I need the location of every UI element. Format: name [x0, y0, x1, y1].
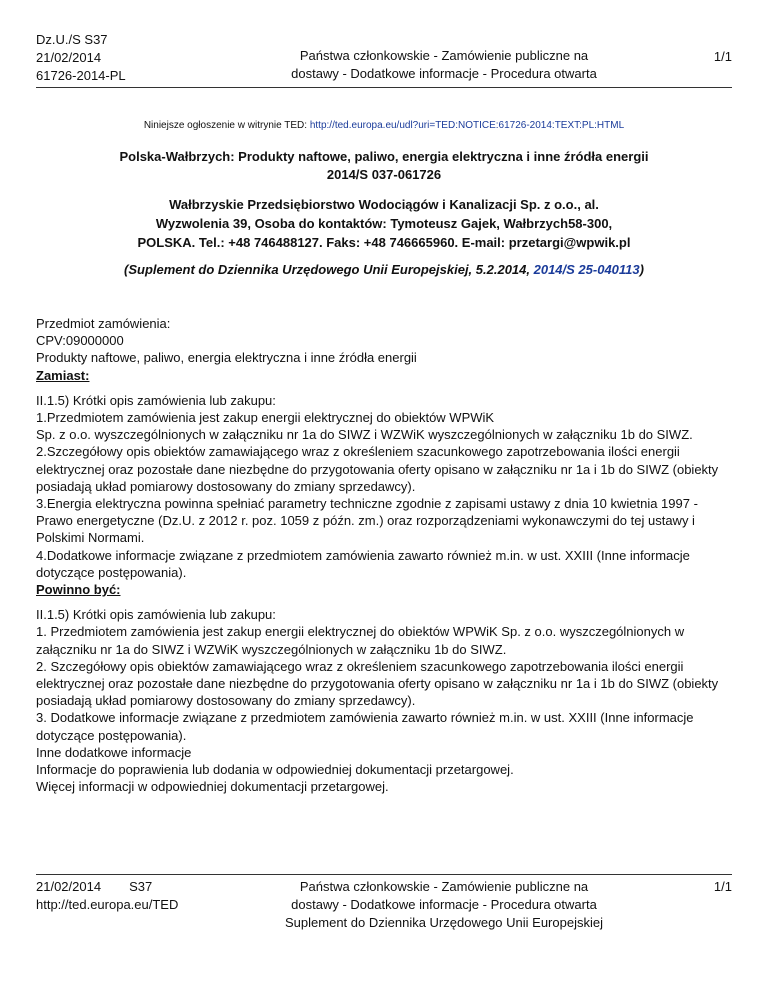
page-header: [36, 31, 732, 88]
doc-id: Dz.U./S S37: [36, 32, 108, 47]
instead-line: dotyczące postępowania).: [36, 564, 187, 580]
supplement-reference: [36, 262, 732, 277]
should-line: 2. Szczegółowy opis obiektów zamawiającego wraz z określeniem szacunkowego zapotrzebowania ilości energii: [36, 658, 684, 674]
should-label: Powinno być:: [36, 582, 121, 598]
supplement-prefix: (Suplement do Dziennika Urzędowego Unii Europejskiej, 5.2.2014,: [124, 262, 534, 277]
footer-meta: [36, 878, 178, 914]
instead-line: 3.Energia elektryczna powinna spełniać parametry techniczne zgodnie z zapisami ustawy z dnia 10 kwietnia 1997 -: [36, 496, 698, 512]
notice-title-line1: Polska-Wałbrzych: Produkty naftowe, paliwo, energia elektryczna i inne źródła energii: [119, 149, 649, 164]
header-title: [236, 47, 652, 83]
should-line: Inne dodatkowe informacje: [36, 744, 192, 760]
should-line: załączniku nr 1a do SIWZ i WZWiK wyszczególnionych w załączniku 1b do SIWZ.: [36, 641, 507, 657]
notice-number: 2014/S 037-061726: [326, 167, 442, 182]
header-title-line1: Państwa członkowskie - Zamówienie publiczne na: [299, 48, 589, 63]
page-footer: [36, 874, 732, 930]
ted-notice-label: Niniejsze ogłoszenie w witrynie TED:: [143, 120, 310, 131]
instead-line: Sp. z o.o. wyszczególnionych w załączniku nr 1a do SIWZ i WZWiK wyszczególnionych w załączniku 1b do SIWZ.: [36, 427, 693, 443]
header-date: 21/02/2014: [36, 50, 102, 65]
should-line: elektrycznej oraz pozostałe dane niezbędne do przygotowania oferty opisano w załączniku nr 1a i 1b do SIWZ (obiekty: [36, 676, 719, 692]
cpv-description: Produkty naftowe, paliwo, energia elektryczna i inne źródła energii: [36, 350, 417, 366]
instead-line: elektrycznej oraz pozostałe dane niezbędne do przygotowania oferty opisano w załączniku nr 1a i 1b do SIWZ (obiekty: [36, 461, 719, 477]
ted-notice-link[interactable]: http://ted.europa.eu/udl?uri=TED:NOTICE:61726-2014:TEXT:PL:HTML: [309, 120, 625, 131]
instead-label: Zamiast:: [36, 367, 90, 383]
org-line1: Wałbrzyskie Przedsiębiorstwo Wodociągów i Kanalizacji Sp. z o.o., al.: [169, 197, 599, 212]
footer-line1: Państwa członkowskie - Zamówienie publiczne na: [299, 879, 589, 894]
instead-line: Polskimi Normami.: [36, 530, 145, 546]
notice-ref: 61726-2014-PL: [36, 68, 126, 83]
instead-line: 2.Szczegółowy opis obiektów zamawiającego wraz z określeniem szacunkowego zapotrzebowania ilości energii: [36, 444, 680, 460]
subject-label: Przedmiot zamówienia:: [36, 316, 171, 331]
should-line: II.1.5) Krótki opis zamówienia lub zakupu:: [36, 607, 276, 623]
footer-line2: dostawy - Dodatkowe informacje - Procedura otwarta: [291, 897, 597, 912]
should-line: Więcej informacji w odpowiedniej dokumentacji przetargowej.: [36, 779, 389, 795]
instead-line: 1.Przedmiotem zamówienia jest zakup energii elektrycznej do obiektów WPWiK: [36, 410, 495, 426]
should-line: posiadają układ pomiarowy dostosowany do zmiany sprzedawcy).: [36, 693, 416, 709]
header-title-line2: dostawy - Dodatkowe informacje - Procedura otwarta: [291, 66, 597, 81]
notice-title: [60, 148, 708, 184]
should-line: 3. Dodatkowe informacje związane z przedmiotem zamówienia zawarto również m.in. w ust. XXIII (Inne informacje: [36, 710, 694, 726]
cpv-code: CPV:09000000: [36, 333, 124, 349]
supplement-suffix: ): [639, 262, 644, 277]
should-line: 1. Przedmiotem zamówienia jest zakup energii elektrycznej do obiektów WPWiK Sp. z o.o. wyszczególnionych w: [36, 624, 685, 640]
org-line2: Wyzwolenia 39, Osoba do kontaktów: Tymoteusz Gajek, Wałbrzych58-300,: [155, 216, 613, 231]
should-line: dotyczące postępowania).: [36, 727, 187, 743]
contracting-authority: [60, 195, 708, 252]
footer-line3: Suplement do Dziennika Urzędowego Unii Europejskiej: [285, 915, 603, 930]
footer-date: 21/02/2014: [36, 879, 102, 894]
footer-url: http://ted.europa.eu/TED: [36, 897, 179, 912]
org-line3: POLSKA. Tel.: +48 746488127. Faks: +48 746665960. E-mail: przetargi@wpwik.pl: [137, 235, 631, 250]
supplement-link[interactable]: 2014/S 25-040113: [533, 262, 640, 277]
instead-line: 4.Dodatkowe informacje związane z przedmiotem zamówienia zawarto również m.in. w ust. XXIII (Inne informacje: [36, 547, 690, 563]
footer-page-number: 1/1: [713, 879, 732, 894]
footer-section: S37: [129, 879, 153, 894]
header-page-number: 1/1: [713, 49, 732, 64]
instead-line: II.1.5) Krótki opis zamówienia lub zakupu:: [36, 392, 276, 408]
header-meta: [36, 31, 126, 85]
notice-body: [36, 315, 732, 795]
ted-notice: [36, 120, 732, 131]
should-line: Informacje do poprawienia lub dodania w odpowiedniej dokumentacji przetargowej.: [36, 762, 514, 778]
instead-line: Prawo energetyczne (Dz.U. z 2012 r. poz. 1059 z późn. zm.) oraz rozporządzeniami wykonawczymi do tej ustawy i: [36, 513, 695, 529]
footer-title: [236, 878, 652, 932]
instead-line: posiadają układ pomiarowy dostosowany do zmiany sprzedawcy).: [36, 478, 416, 494]
